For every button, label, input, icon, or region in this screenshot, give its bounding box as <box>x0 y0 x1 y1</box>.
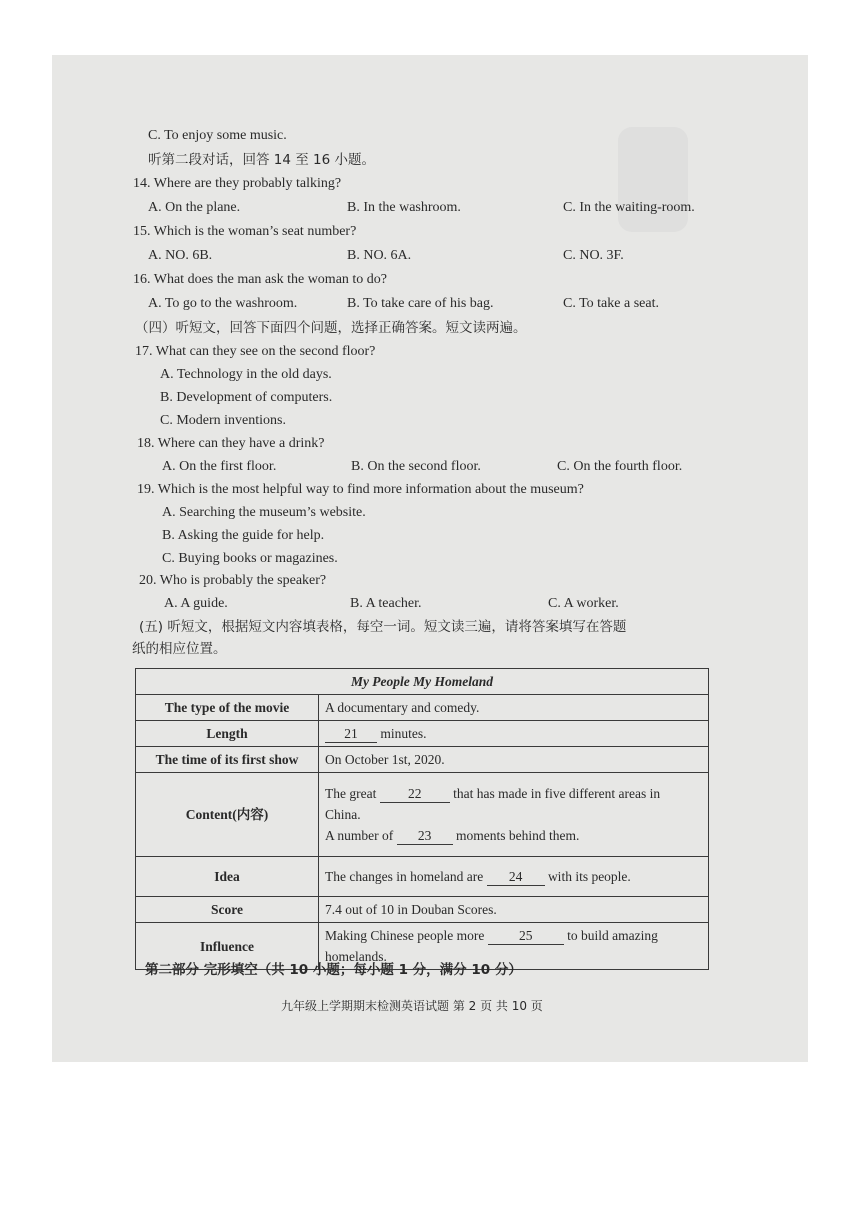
blank-22: 22 <box>380 786 450 803</box>
blank-24: 24 <box>487 869 545 886</box>
question-18: 18. Where can they have a drink? <box>137 436 325 451</box>
content-line-1-cont: China. <box>325 807 361 822</box>
option-19b: B. Asking the guide for help. <box>162 528 325 543</box>
option-19a: A. Searching the museum’s website. <box>162 505 366 520</box>
blank-21: 21 <box>325 726 377 743</box>
question-17: 17. What can they see on the second floor? <box>135 344 376 359</box>
dialog2-instruction: 听第二段对话，回答 14 至 16 小题。 <box>148 152 376 168</box>
table-row <box>136 721 709 747</box>
length-value <box>319 721 709 747</box>
option-18a: A. On the first floor. <box>162 459 277 474</box>
question-19: 19. Which is the most helpful way to find more information about the museum? <box>137 482 584 497</box>
option-14c: C. In the waiting-room. <box>563 200 695 215</box>
option-15a: A. NO. 6B. <box>148 248 213 263</box>
option-16c: C. To take a seat. <box>563 296 659 311</box>
score-value: 7.4 out of 10 in Douban Scores. <box>319 897 709 923</box>
content-label: Content(内容) <box>136 773 319 857</box>
first-show-value: On October 1st, 2020. <box>319 747 709 773</box>
content-text: moments behind them. <box>456 828 580 843</box>
influence-line-2: homelands. <box>325 949 387 964</box>
idea-text: with its people. <box>547 869 631 884</box>
table-row <box>136 695 709 721</box>
influence-label: Influence <box>136 923 319 970</box>
question-15: 15. Which is the woman’s seat number? <box>133 224 357 239</box>
option-20b: B. A teacher. <box>350 596 422 611</box>
content-text: A number of <box>325 828 394 843</box>
score-label: Score <box>136 897 319 923</box>
option-18b: B. On the second floor. <box>351 459 481 474</box>
content-value <box>319 773 709 857</box>
part5-instruction-line1: (五) 听短文，根据短文内容填表格，每空一词。短文读三遍，请将答案填写在答题 <box>139 619 627 635</box>
influence-text: to build amazing <box>567 928 658 943</box>
influence-text: Making Chinese people more <box>325 928 485 943</box>
type-label: The type of the movie <box>136 695 319 721</box>
option-14b: B. In the washroom. <box>347 200 461 215</box>
option-13c: C. To enjoy some music. <box>148 128 287 143</box>
option-20a: A. A guide. <box>164 596 228 611</box>
content-text: The great <box>325 786 377 801</box>
table-row <box>136 747 709 773</box>
option-17b: B. Development of computers. <box>160 390 333 405</box>
type-value: A documentary and comedy. <box>319 695 709 721</box>
idea-text: The changes in homeland are <box>325 869 484 884</box>
option-14a: A. On the plane. <box>148 200 241 215</box>
option-16b: B. To take care of his bag. <box>347 296 494 311</box>
table-row <box>136 773 709 857</box>
page-footer: 九年级上学期期末检测英语试题 第 2 页 共 10 页 <box>281 999 543 1013</box>
table-row <box>136 669 709 695</box>
table-title: My People My Homeland <box>136 669 709 695</box>
blank-23: 23 <box>397 828 453 845</box>
table-row <box>136 857 709 897</box>
table-row <box>136 897 709 923</box>
part4-instruction: （四）听短文，回答下面四个问题，选择正确答案。短文读两遍。 <box>135 320 527 336</box>
option-17c: C. Modern inventions. <box>160 413 286 428</box>
question-14: 14. Where are they probably talking? <box>133 176 342 191</box>
option-18c: C. On the fourth floor. <box>557 459 683 474</box>
content-text: that has made in five different areas in <box>453 786 661 801</box>
exam-page <box>52 55 808 1062</box>
content-line-2 <box>325 825 702 846</box>
length-unit: minutes. <box>380 726 427 741</box>
idea-label: Idea <box>136 857 319 897</box>
option-16a: A. To go to the washroom. <box>148 296 298 311</box>
blank-25: 25 <box>488 928 564 945</box>
option-20c: C. A worker. <box>548 596 619 611</box>
option-19c: C. Buying books or magazines. <box>162 551 338 566</box>
first-show-label: The time of its first show <box>136 747 319 773</box>
option-15c: C. NO. 3F. <box>563 248 624 263</box>
content-line-1 <box>325 783 702 804</box>
option-17a: A. Technology in the old days. <box>160 367 332 382</box>
length-label: Length <box>136 721 319 747</box>
part5-instruction-line2: 纸的相应位置。 <box>132 641 227 657</box>
section-2-heading: 第二部分 完形填空（共 10 小题；每小题 1 分，满分 10 分） <box>145 962 522 978</box>
question-16: 16. What does the man ask the woman to do? <box>133 272 388 287</box>
influence-line-1 <box>325 925 702 946</box>
movie-info-table <box>135 668 709 970</box>
option-15b: B. NO. 6A. <box>347 248 412 263</box>
idea-value <box>319 857 709 897</box>
question-20: 20. Who is probably the speaker? <box>139 573 327 588</box>
